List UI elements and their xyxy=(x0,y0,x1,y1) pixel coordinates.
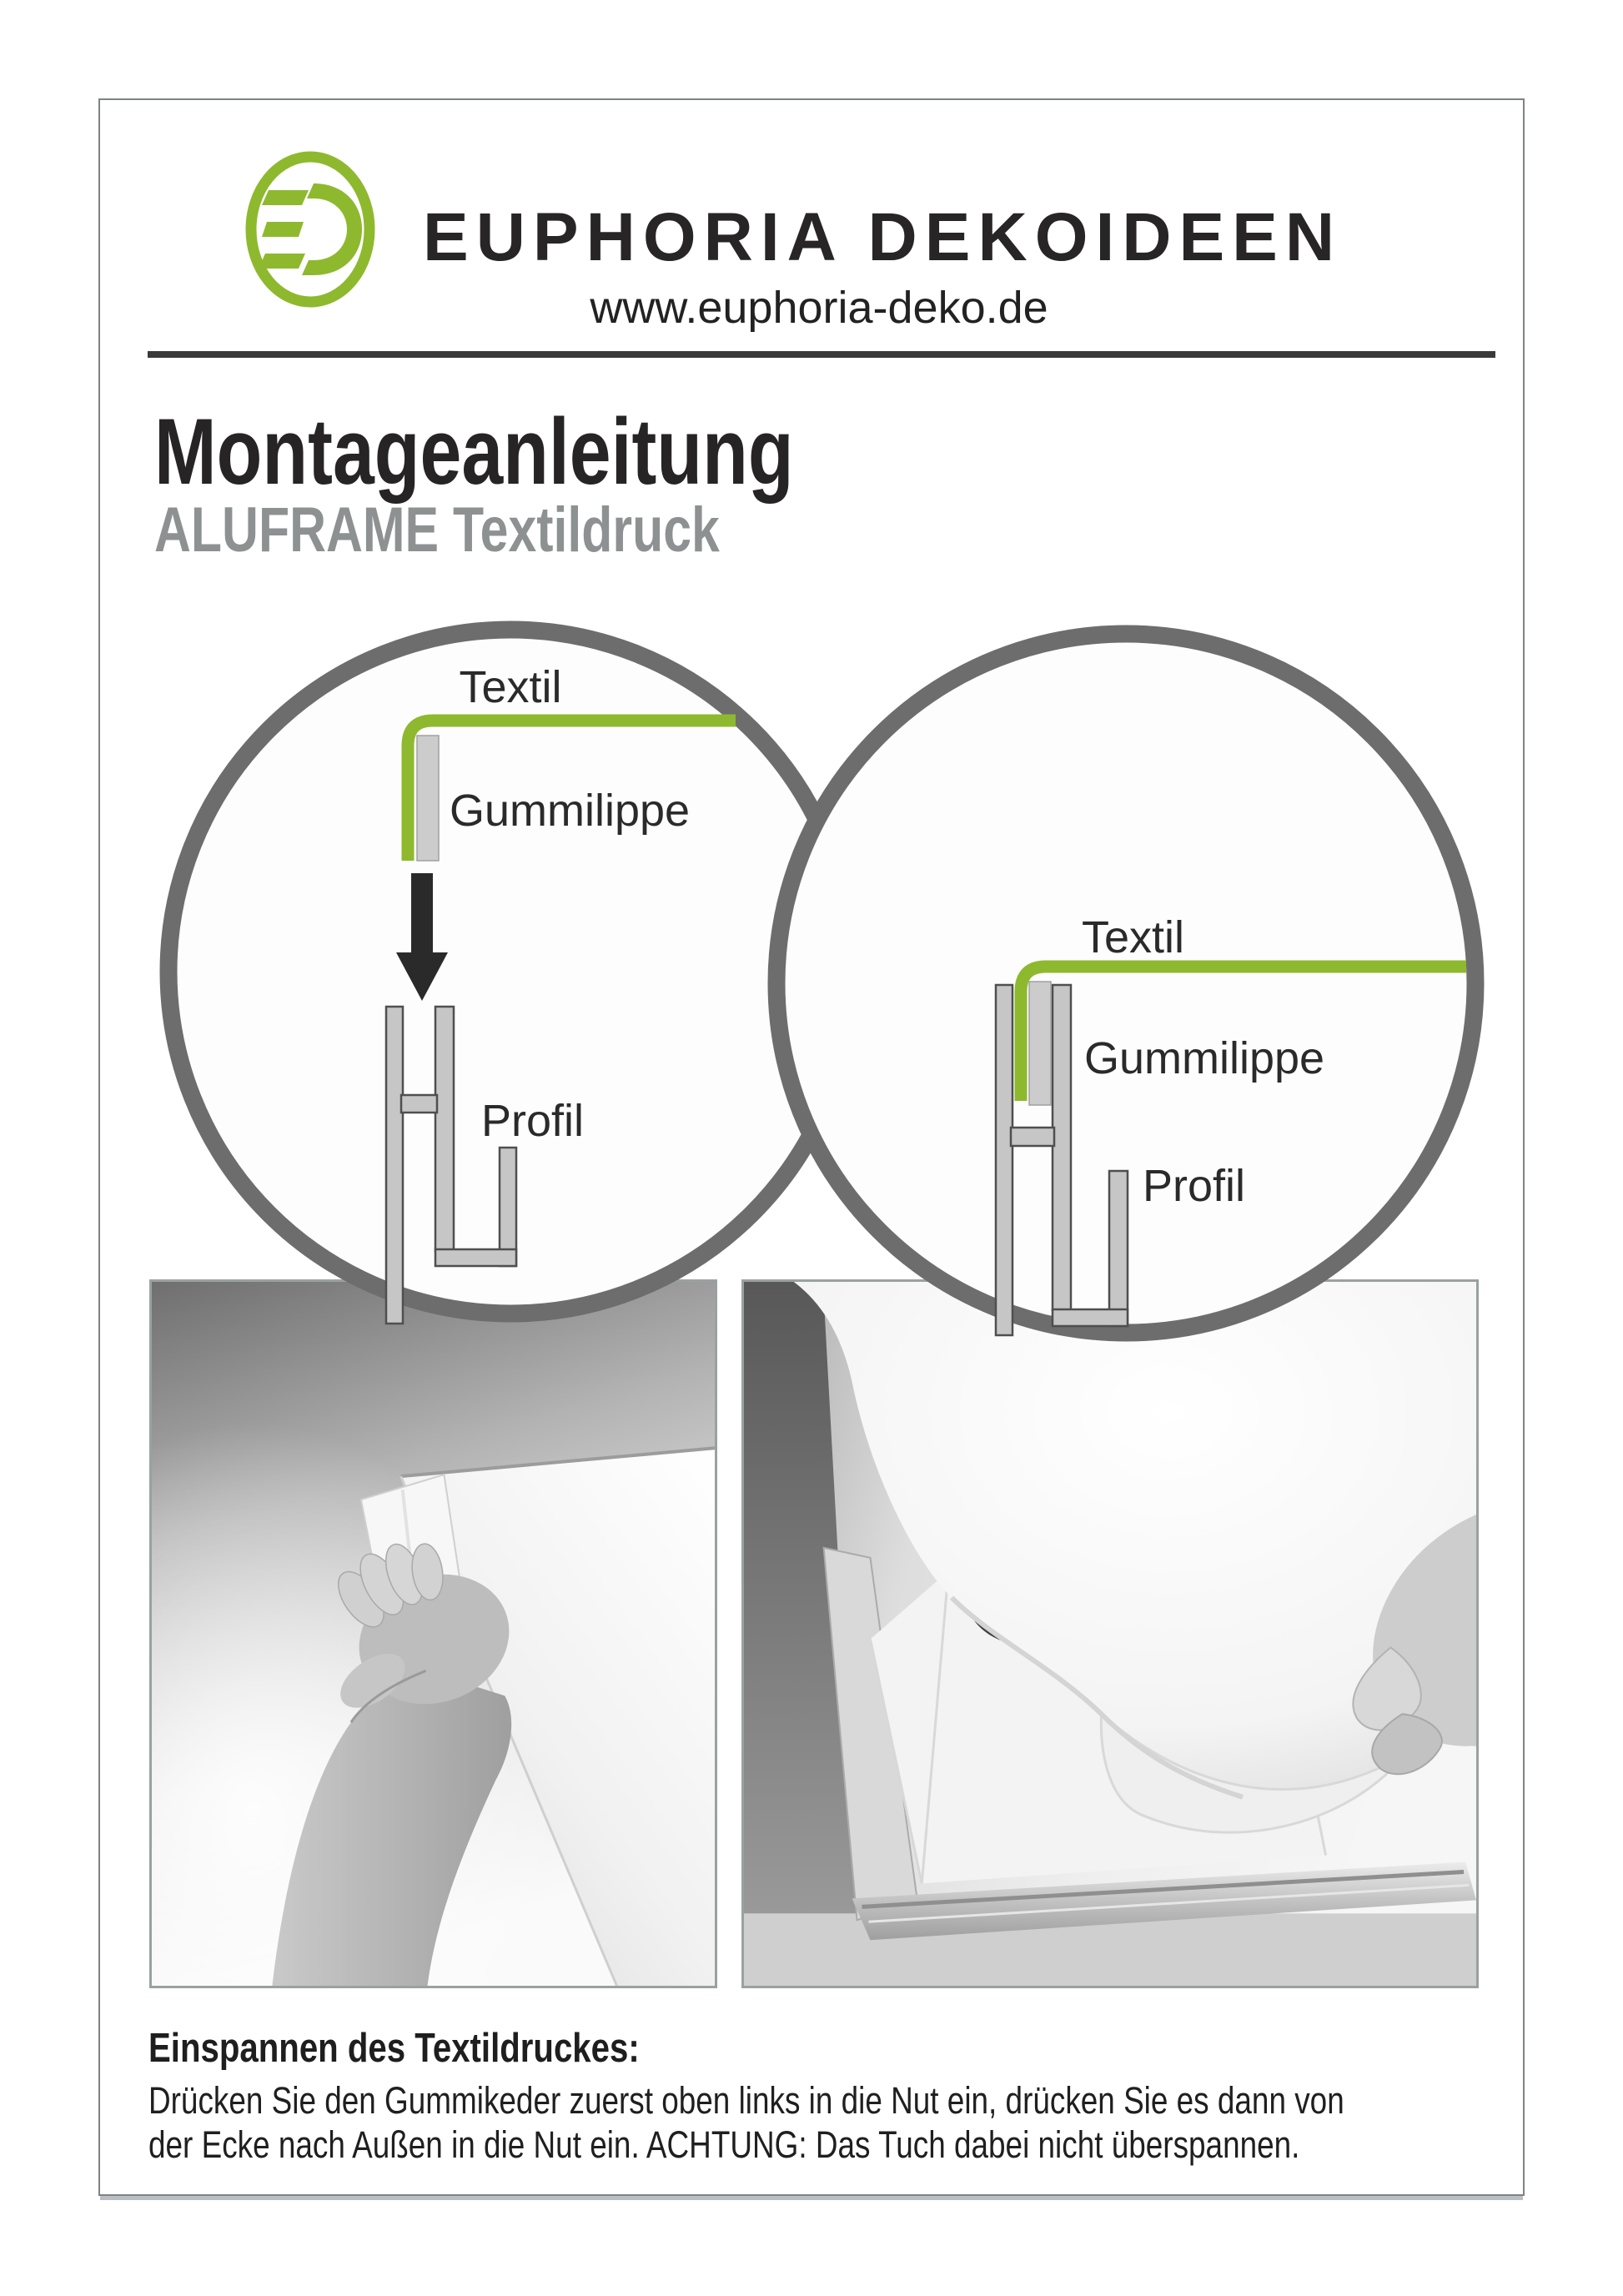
gummilippe-strip-left xyxy=(417,736,439,861)
label-gummilippe-left: Gummilippe xyxy=(450,786,691,836)
page-title xyxy=(154,400,953,503)
logo-ed-glyph xyxy=(259,183,362,275)
instructions-line-2: der Ecke nach Außen in die Nut ein. ACHTUNG: Das Tuch dabei nicht überspannen. xyxy=(148,2123,1300,2167)
diagram-circle-right xyxy=(761,617,1495,1351)
page-subtitle xyxy=(154,495,861,565)
instructions-heading xyxy=(148,2025,747,2072)
page-subtitle-text: ALUFRAME Textildruck xyxy=(154,495,720,565)
label-textil-left: Textil xyxy=(459,662,562,712)
label-gummilippe-right: Gummilippe xyxy=(1084,1033,1325,1083)
instruction-sheet xyxy=(98,98,1525,2196)
header-divider xyxy=(148,351,1495,358)
page-title-text: Montageanleitung xyxy=(154,399,794,504)
instructions-heading-text: Einspannen des Textildruckes: xyxy=(148,2026,640,2071)
website-url: www.euphoria-deko.de xyxy=(590,283,1048,333)
instructions-line-1: Drücken Sie den Gummikeder zuerst oben links in die Nut ein, drücken Sie es dann von xyxy=(148,2079,1344,2122)
photo-pull-textile-image xyxy=(744,1282,1476,1986)
photo-press-corner-image xyxy=(152,1282,715,1986)
instructions-body xyxy=(148,2078,1606,2167)
photo-pull-textile xyxy=(741,1279,1479,1988)
euphoria-logo-icon xyxy=(244,150,377,310)
brand-name: EUPHORIA DEKOIDEEN xyxy=(423,199,1343,275)
diagram-circle-left xyxy=(156,619,865,1333)
label-profil-left: Profil xyxy=(481,1096,585,1146)
label-textil-right: Textil xyxy=(1082,912,1185,962)
gummilippe-strip-right xyxy=(1029,982,1051,1105)
photo-press-corner xyxy=(149,1279,717,1988)
label-profil-right: Profil xyxy=(1143,1161,1246,1211)
